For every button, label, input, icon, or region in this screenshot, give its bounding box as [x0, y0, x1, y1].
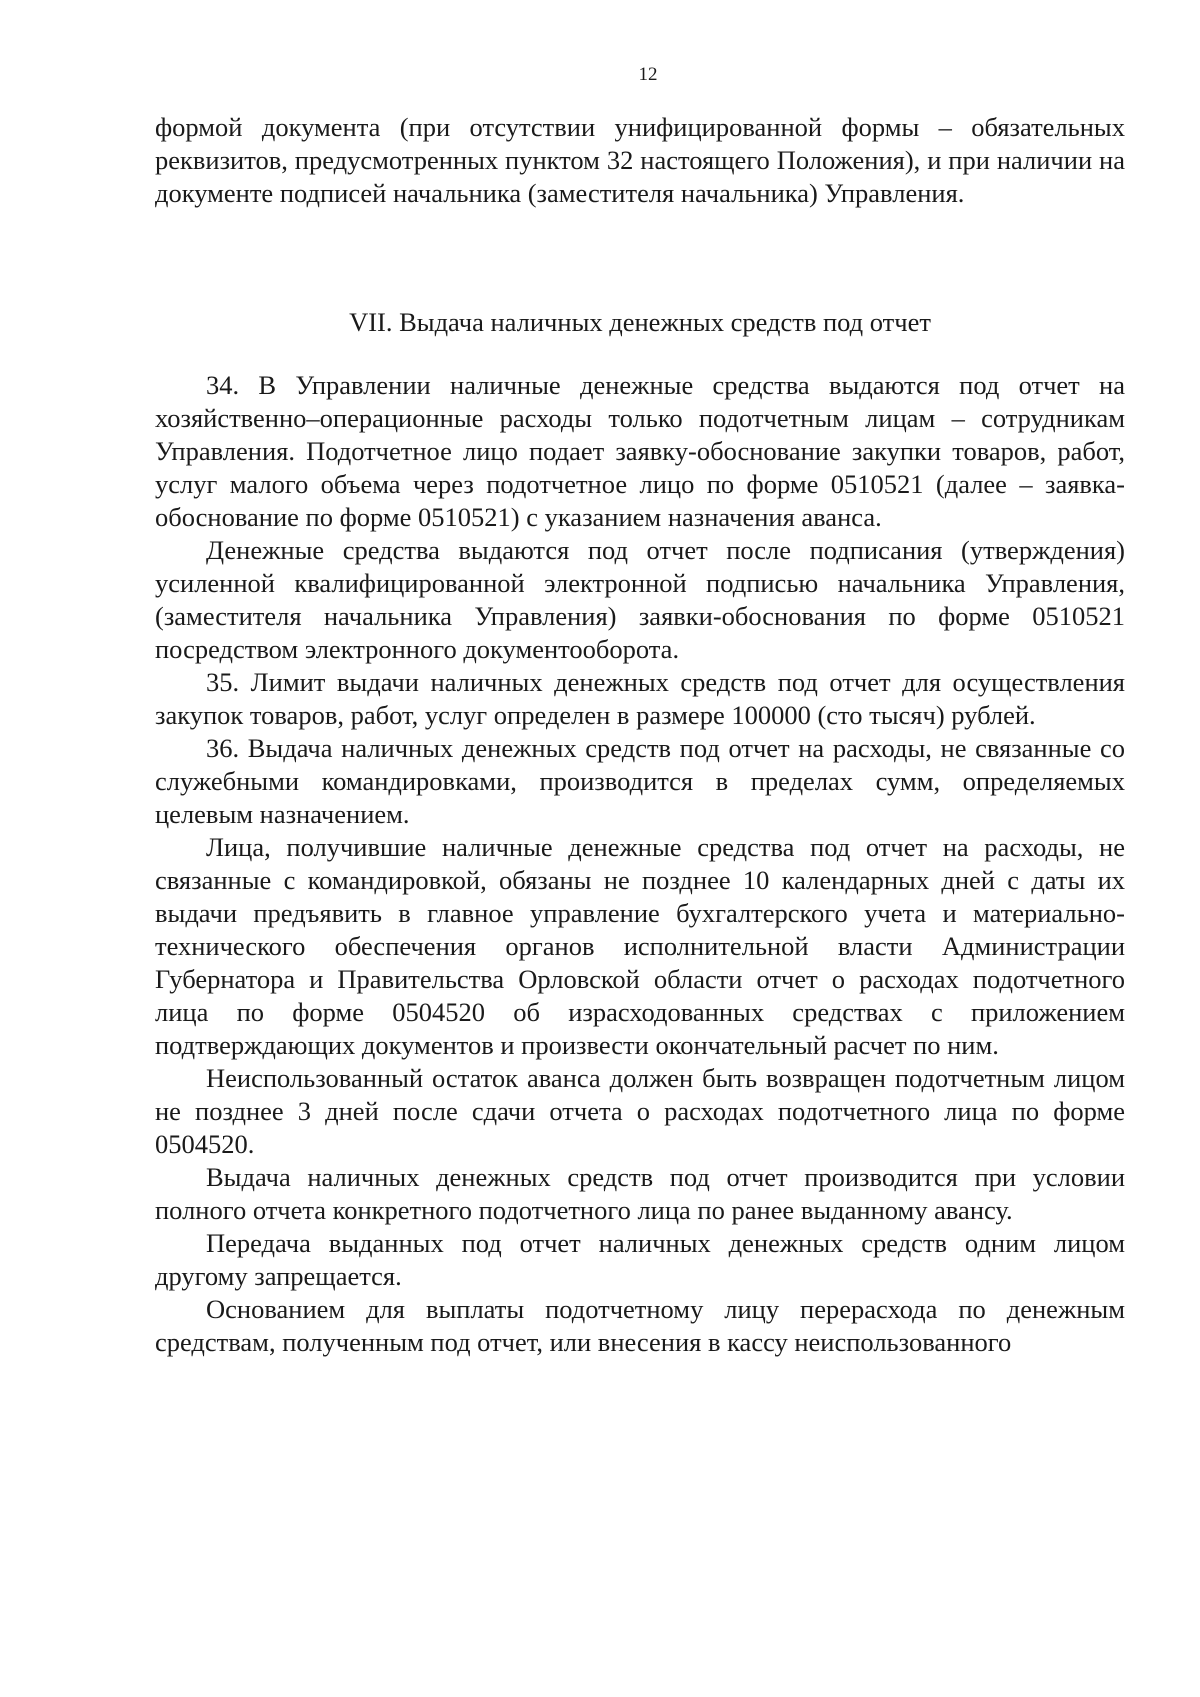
paragraph-36: 36. Выдача наличных денежных средств под отчет на расходы, не связанные со служебными командировками, производится в пределах сумм, определяемых целевым назначением. — [155, 733, 1125, 829]
paragraph-36-remainder: Неиспользованный остаток аванса должен быть возвращен подотчетным лицом не позднее 3 дней после сдачи отчета о расходах подотчетного лица по форме 0504520. — [155, 1063, 1125, 1159]
page-number: 12 — [638, 64, 658, 85]
paragraph-35: 35. Лимит выдачи наличных денежных средств под отчет для осуществления закупок товаров, работ, услуг определен в размере 100000 (сто тысяч) рублей. — [155, 667, 1125, 730]
paragraph-36-transfer: Передача выданных под отчет наличных денежных средств одним лицом другому запрещается. — [155, 1228, 1125, 1291]
section-heading: VII. Выдача наличных денежных средств под отчет — [349, 307, 931, 337]
paragraph-36-report: Лица, получившие наличные денежные средства под отчет на расходы, не связанные с командировкой, обязаны не позднее 10 календарных дней с даты их выдачи предъявить в главное управление бухгалтерского учета и материально-технического обеспечения органов исполнительной власти Администрации Губернатора и Правительства Орловской области отчет о расходах подотчетного лица по форме 0504520 об израсходованных средствах с приложением подтверждающих документов и произвести окончательный расчет по ним. — [155, 832, 1125, 1060]
paragraph-34: 34. В Управлении наличные денежные средства выдаются под отчет на хозяйственно–операционные расходы только подотчетным лицам – сотрудникам Управления. Подотчетное лицо подает заявку-обоснование закупки товаров, работ, услуг малого объема через подотчетное лицо по форме 0510521 (далее – заявка-обоснование по форме 0510521) с указанием назначения аванса. — [155, 370, 1125, 532]
paragraph-34-cont: Денежные средства выдаются под отчет после подписания (утверждения) усиленной квалифицированной электронной подписью начальника Управления, (заместителя начальника Управления) заявки-обоснования по форме 0510521 посредством электронного документооборота. — [155, 535, 1125, 664]
continuation-block — [155, 111, 1125, 210]
paragraph-36-basis: Основанием для выплаты подотчетному лицу перерасхода по денежным средствам, полученным под отчет, или внесения в кассу неиспользованного — [155, 1294, 1125, 1357]
section-body — [155, 369, 1125, 1359]
paragraph-36-condition: Выдача наличных денежных средств под отчет производится при условии полного отчета конкретного подотчетного лица по ранее выданному авансу. — [155, 1162, 1125, 1225]
continuation-paragraph: формой документа (при отсутствии унифицированной формы – обязательных реквизитов, предусмотренных пунктом 32 настоящего Положения), и при наличии на документе подписей начальника (заместителя начальника) Управления. — [155, 112, 1125, 208]
